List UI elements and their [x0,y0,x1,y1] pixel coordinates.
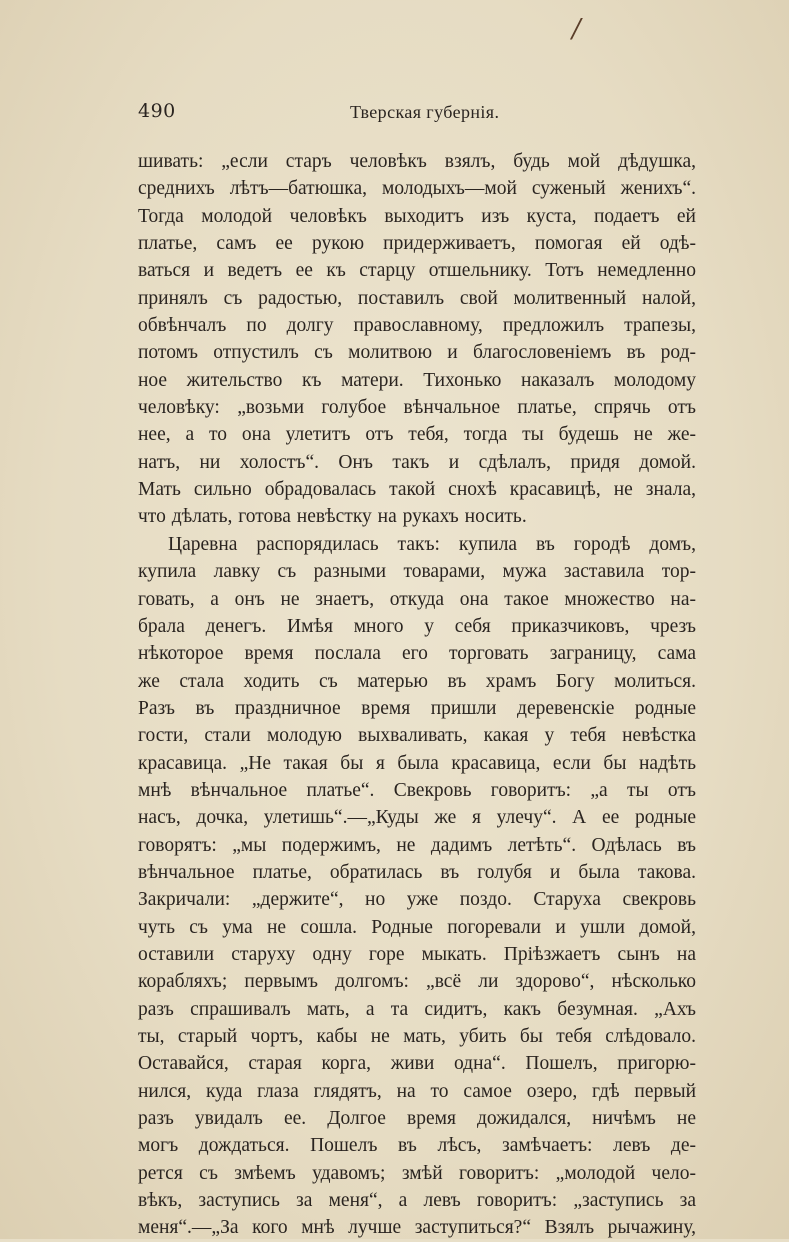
text-line: разъ спрашивалъ мать, а та сидитъ, какъ безумная. „Ахъ [138,998,696,1020]
text-line: корабляхъ; первымъ долгомъ: „всё ли здорово“, нѣсколько [138,971,696,993]
text-line: что дѣлать, готова невѣстку на рукахъ носить. [138,506,527,528]
text-line: Царевна распорядилась такъ: купила въ городѣ домъ, [168,533,696,555]
text-line: среднихъ лѣтъ—батюшка, молодыхъ—мой суженый женихъ“. [138,178,696,200]
pencil-mark: / [572,14,581,44]
text-line: потомъ отпустилъ съ молитвою и благословеніемъ въ род- [138,342,696,364]
text-line: разъ увидалъ ее. Долгое время дожидался, ничѣмъ не [138,1108,696,1130]
page-number: 490 [138,100,176,122]
text-line: натъ, ни холостъ“. Онъ такъ и сдѣлалъ, придя домой. [138,451,696,473]
text-line: чуть съ ума не сошла. Родные погоревали и ушли домой, [138,916,696,938]
text-line: Оставайся, старая корга, живи одна“. Пошелъ, пригорю- [138,1053,696,1075]
text-line: Закричали: „держите“, но уже поздо. Старуха свекровь [138,889,696,911]
text-line: ваться и ведетъ ее къ старцу отшельнику. Тотъ немедленно [138,260,696,282]
text-line: обвѣнчалъ по долгу православному, предложилъ трапезы, [138,315,696,337]
text-line: платье, самъ ее рукою придерживаетъ, помогая ей одѣ- [138,233,696,255]
text-line: нее, а то она улетитъ отъ тебя, тогда ты будешь не же- [138,424,696,446]
text-line: Мать сильно обрадовалась такой снохѣ красавицѣ, не знала, [138,479,696,501]
text-line: красавица. „Не такая бы я была красавица, если бы надѣть [138,752,696,774]
text-line: вѣкъ, заступись за меня“, а левъ говоритъ: „заступись за [138,1190,696,1212]
text-line: насъ, дочка, улетишь“.—„Куды же я улечу“. А ее родные [138,807,696,829]
text-line: говать, а онъ не знаетъ, откуда она такое множество на- [138,588,696,610]
text-line: брала денегъ. Имѣя много у себя приказчиковъ, чрезъ [138,615,696,637]
text-line: ты, старый чортъ, кабы не мать, убить бы тебя слѣдовало. [138,1026,696,1047]
text-line: нѣкоторое время послала его торговать заграницу, сама [138,643,696,665]
text-line: вѣнчальное платье, обратилась въ голубя и была такова. [138,861,696,883]
running-head: Тверская губернія. [350,102,500,122]
text-line: гости, стали молодую выхваливать, какая у тебя невѣстка [138,725,696,747]
text-line: Тогда молодой человѣкъ выходитъ изъ куста, подаетъ ей [138,205,696,227]
body-text [138,148,696,1242]
text-line: ное жительство къ матери. Тихонько наказалъ молодому [138,369,696,391]
text-line: принялъ съ радостью, поставилъ свой молитвенный налой, [138,287,696,309]
text-line: могъ дождаться. Пошелъ въ лѣсъ, замѣчаетъ: левъ де- [138,1135,696,1157]
text-line: человѣку: „возьми голубое вѣнчальное платье, спрячь отъ [138,397,696,419]
page-header [138,100,698,124]
text-line: оставили старуху одну горе мыкать. Пріѣзжаетъ сынъ на [138,943,696,965]
text-line: шивать: „если старъ человѣкъ взялъ, будь мой дѣдушка, [138,151,696,172]
text-line: Разъ въ праздничное время пришли деревенскіе родные [138,697,696,719]
text-line: говорятъ: „мы подержимъ, не дадимъ летѣть“. Одѣлась въ [138,834,696,856]
text-line: же стала ходить съ матерью въ храмъ Богу молиться. [138,670,696,692]
text-line: нился, куда глаза глядятъ, на то самое озеро, гдѣ первый [138,1080,696,1102]
text-line: мнѣ вѣнчальное платье“. Свекровь говоритъ: „а ты отъ [138,779,696,801]
text-line: меня“.—„За кого мнѣ лучше заступиться?“ Взялъ рычажину, [138,1217,696,1239]
text-line: купила лавку съ разными товарами, мужа заставила тор- [138,561,696,583]
text-line: рется съ змѣемъ удавомъ; змѣй говоритъ: „молодой чело- [138,1162,696,1184]
